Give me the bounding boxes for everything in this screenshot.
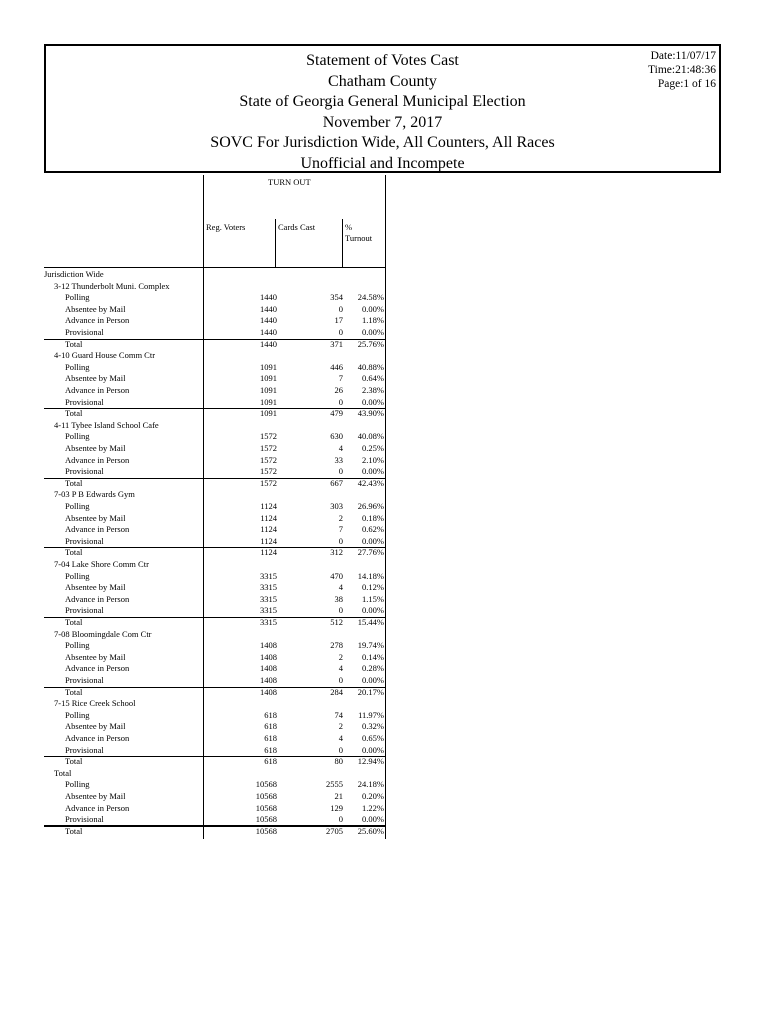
reg-voters-value: 1091 <box>260 408 277 419</box>
total-row-label: Total <box>65 616 83 627</box>
cards-cast-value: 284 <box>330 686 343 697</box>
reg-voters-value: 1124 <box>260 524 277 535</box>
turnout-percent-value: 1.22% <box>362 802 384 813</box>
turnout-percent-value: 0.00% <box>362 326 384 337</box>
turnout-percent-value: 2.38% <box>362 384 384 395</box>
reg-voters-value: 10568 <box>255 790 277 801</box>
cards-cast-value: 21 <box>334 790 343 801</box>
report-scope: SOVC For Jurisdiction Wide, All Counters, All Races <box>210 134 555 151</box>
election-date: November 7, 2017 <box>322 113 443 131</box>
report-date: Date:11/07/17 <box>650 50 716 62</box>
reg-voters-value: 618 <box>264 732 277 743</box>
counter-label: Absentee by Mail <box>65 373 126 384</box>
counter-label: Advance in Person <box>65 384 130 395</box>
turnout-percent-value: 15.44% <box>357 616 384 627</box>
column-divider <box>275 219 276 267</box>
cards-cast-value: 129 <box>330 802 343 813</box>
reg-voters-value: 1091 <box>260 396 277 407</box>
counter-label: Provisional <box>65 674 104 685</box>
reg-voters-value: 1091 <box>260 384 277 395</box>
cards-cast-value: 0 <box>338 674 343 685</box>
counter-label: Advance in Person <box>65 732 130 743</box>
report-title: Statement of Votes Cast <box>306 52 459 69</box>
total-row-label: Total <box>65 825 83 836</box>
turnout-percent-value: 42.43% <box>357 477 384 488</box>
counter-label: Polling <box>65 431 90 442</box>
turnout-percent-value: 20.17% <box>357 686 384 697</box>
cards-cast-value: 4 <box>338 442 343 453</box>
reg-voters-value: 618 <box>264 756 277 767</box>
cards-cast-value: 2555 <box>326 779 343 790</box>
cards-cast-value: 278 <box>330 640 343 651</box>
reg-voters-value: 1572 <box>260 477 277 488</box>
cards-cast-value: 371 <box>330 338 343 349</box>
election-name: State of Georgia General Municipal Election <box>239 93 526 110</box>
section-heading: TURN OUT <box>268 177 311 187</box>
report-time: Time:21:48:36 <box>648 64 716 76</box>
turnout-percent-value: 2.10% <box>362 454 384 465</box>
cards-cast-value: 0 <box>338 396 343 407</box>
col-header-reg-voters: Reg. Voters <box>206 222 246 232</box>
column-divider <box>342 219 343 267</box>
header-rule <box>44 267 386 268</box>
turnout-percent-value: 0.00% <box>362 535 384 546</box>
cards-cast-value: 0 <box>338 535 343 546</box>
turnout-percent-value: 0.00% <box>362 814 384 825</box>
reg-voters-value: 10568 <box>255 825 277 836</box>
reg-voters-value: 1124 <box>260 547 277 558</box>
cards-cast-value: 2705 <box>326 825 343 836</box>
turnout-percent-value: 0.00% <box>362 303 384 314</box>
reg-voters-value: 618 <box>264 721 277 732</box>
cards-cast-value: 312 <box>330 547 343 558</box>
counter-label: Advance in Person <box>65 454 130 465</box>
precinct-name: 4-11 Tybee Island School Cafe <box>54 419 159 430</box>
report-header <box>44 44 721 173</box>
cards-cast-value: 0 <box>338 814 343 825</box>
turnout-percent-value: 0.25% <box>362 442 384 453</box>
cards-cast-value: 0 <box>338 744 343 755</box>
turnout-percent-value: 24.58% <box>357 292 384 303</box>
report-title-block <box>46 51 719 174</box>
cards-cast-value: 303 <box>330 500 343 511</box>
counter-label: Advance in Person <box>65 802 130 813</box>
counter-label: Provisional <box>65 396 104 407</box>
reg-voters-value: 1124 <box>260 535 277 546</box>
cards-cast-value: 667 <box>330 477 343 488</box>
report-meta <box>648 49 716 91</box>
reg-voters-value: 618 <box>264 709 277 720</box>
reg-voters-value: 1124 <box>260 512 277 523</box>
turnout-percent-value: 1.18% <box>362 315 384 326</box>
reg-voters-value: 3315 <box>260 582 277 593</box>
reg-voters-value: 10568 <box>255 779 277 790</box>
turnout-percent-value: 0.18% <box>362 512 384 523</box>
col-header-turnout: Turnout <box>345 233 373 243</box>
cards-cast-value: 470 <box>330 570 343 581</box>
counter-label: Polling <box>65 361 90 372</box>
page-number: Page:1 of 16 <box>657 78 716 90</box>
grand-total-double-rule <box>44 825 385 826</box>
cards-cast-value: 4 <box>338 732 343 743</box>
precinct-name: 7-15 Rice Creek School <box>54 698 136 709</box>
turnout-percent-value: 24.18% <box>357 779 384 790</box>
reg-voters-value: 1408 <box>260 640 277 651</box>
counter-label: Polling <box>65 779 90 790</box>
turnout-percent-value: 0.28% <box>362 663 384 674</box>
counter-label: Absentee by Mail <box>65 582 126 593</box>
counter-label: Absentee by Mail <box>65 651 126 662</box>
report-status: Unofficial and Incompete <box>300 154 465 172</box>
reg-voters-value: 1408 <box>260 651 277 662</box>
reg-voters-value: 1572 <box>260 454 277 465</box>
counter-label: Advance in Person <box>65 593 130 604</box>
turnout-percent-value: 14.18% <box>357 570 384 581</box>
counter-label: Polling <box>65 500 90 511</box>
counter-label: Absentee by Mail <box>65 721 126 732</box>
turnout-percent-value: 0.62% <box>362 524 384 535</box>
cards-cast-value: 479 <box>330 408 343 419</box>
reg-voters-value: 1408 <box>260 663 277 674</box>
col-header-cards-cast: Cards Cast <box>278 222 316 232</box>
turnout-percent-value: 40.08% <box>357 431 384 442</box>
reg-voters-value: 1440 <box>260 315 277 326</box>
column-divider <box>203 175 204 839</box>
total-row-label: Total <box>65 756 83 767</box>
turnout-percent-value: 26.96% <box>357 500 384 511</box>
grand-total-heading: Total <box>54 767 72 778</box>
precinct-name: 7-04 Lake Shore Comm Ctr <box>54 558 149 569</box>
turnout-table <box>44 175 386 839</box>
cards-cast-value: 0 <box>338 326 343 337</box>
total-row-label: Total <box>65 477 83 488</box>
reg-voters-value: 1408 <box>260 674 277 685</box>
counter-label: Polling <box>65 292 90 303</box>
jurisdiction-label: Jurisdiction Wide <box>44 269 104 279</box>
cards-cast-value: 7 <box>338 373 343 384</box>
cards-cast-value: 0 <box>338 466 343 477</box>
turnout-percent-value: 27.76% <box>357 547 384 558</box>
counter-label: Provisional <box>65 466 104 477</box>
turnout-percent-value: 40.88% <box>357 361 384 372</box>
counter-label: Advance in Person <box>65 524 130 535</box>
reg-voters-value: 1440 <box>260 326 277 337</box>
reg-voters-value: 1572 <box>260 466 277 477</box>
turnout-percent-value: 0.14% <box>362 651 384 662</box>
counter-label: Polling <box>65 640 90 651</box>
counter-label: Polling <box>65 709 90 720</box>
turnout-percent-value: 19.74% <box>357 640 384 651</box>
cards-cast-value: 0 <box>338 605 343 616</box>
precinct-name: 7-03 P B Edwards Gym <box>54 489 135 500</box>
counter-label: Advance in Person <box>65 315 130 326</box>
counter-label: Absentee by Mail <box>65 512 126 523</box>
turnout-percent-value: 0.32% <box>362 721 384 732</box>
cards-cast-value: 2 <box>338 512 343 523</box>
col-header-percent: % <box>345 222 353 232</box>
counter-label: Provisional <box>65 605 104 616</box>
turnout-percent-value: 0.00% <box>362 396 384 407</box>
turnout-percent-value: 25.60% <box>357 825 384 836</box>
precinct-name: 4-10 Guard House Comm Ctr <box>54 350 156 361</box>
total-row-label: Total <box>65 408 83 419</box>
reg-voters-value: 3315 <box>260 593 277 604</box>
turnout-percent-value: 25.76% <box>357 338 384 349</box>
cards-cast-value: 7 <box>338 524 343 535</box>
turnout-percent-value: 0.20% <box>362 790 384 801</box>
reg-voters-value: 1408 <box>260 686 277 697</box>
turnout-percent-value: 12.94% <box>357 756 384 767</box>
cards-cast-value: 2 <box>338 721 343 732</box>
counter-label: Provisional <box>65 535 104 546</box>
counter-label: Advance in Person <box>65 663 130 674</box>
turnout-percent-value: 0.64% <box>362 373 384 384</box>
counter-label: Provisional <box>65 326 104 337</box>
turnout-percent-value: 0.00% <box>362 744 384 755</box>
total-row-label: Total <box>65 338 83 349</box>
cards-cast-value: 33 <box>334 454 343 465</box>
cards-cast-value: 446 <box>330 361 343 372</box>
cards-cast-value: 2 <box>338 651 343 662</box>
cards-cast-value: 4 <box>338 582 343 593</box>
cards-cast-value: 4 <box>338 663 343 674</box>
turnout-percent-value: 0.12% <box>362 582 384 593</box>
precinct-name: 3-12 Thunderbolt Muni. Complex <box>54 280 170 291</box>
cards-cast-value: 512 <box>330 616 343 627</box>
turnout-percent-value: 43.90% <box>357 408 384 419</box>
reg-voters-value: 1091 <box>260 361 277 372</box>
reg-voters-value: 1572 <box>260 442 277 453</box>
counter-label: Provisional <box>65 744 104 755</box>
cards-cast-value: 0 <box>338 303 343 314</box>
reg-voters-value: 1124 <box>260 500 277 511</box>
turnout-percent-value: 11.97% <box>358 709 384 720</box>
reg-voters-value: 10568 <box>255 814 277 825</box>
counter-label: Absentee by Mail <box>65 442 126 453</box>
cards-cast-value: 38 <box>334 593 343 604</box>
county-name: Chatham County <box>328 72 437 90</box>
counter-label: Polling <box>65 570 90 581</box>
counter-label: Absentee by Mail <box>65 790 126 801</box>
reg-voters-value: 3315 <box>260 605 277 616</box>
turnout-percent-value: 0.00% <box>362 605 384 616</box>
reg-voters-value: 1091 <box>260 373 277 384</box>
cards-cast-value: 354 <box>330 292 343 303</box>
reg-voters-value: 618 <box>264 744 277 755</box>
reg-voters-value: 10568 <box>255 802 277 813</box>
precinct-name: 7-08 Bloomingdale Com Ctr <box>54 628 152 639</box>
counter-label: Absentee by Mail <box>65 303 126 314</box>
column-divider <box>385 175 386 839</box>
turnout-percent-value: 0.00% <box>362 674 384 685</box>
total-row-label: Total <box>65 686 83 697</box>
cards-cast-value: 26 <box>334 384 343 395</box>
counter-label: Provisional <box>65 814 104 825</box>
turnout-percent-value: 1.15% <box>362 593 384 604</box>
total-row-label: Total <box>65 547 83 558</box>
cards-cast-value: 74 <box>334 709 343 720</box>
reg-voters-value: 1572 <box>260 431 277 442</box>
cards-cast-value: 80 <box>334 756 343 767</box>
reg-voters-value: 3315 <box>260 616 277 627</box>
cards-cast-value: 17 <box>334 315 343 326</box>
reg-voters-value: 1440 <box>260 338 277 349</box>
reg-voters-value: 1440 <box>260 303 277 314</box>
reg-voters-value: 3315 <box>260 570 277 581</box>
turnout-percent-value: 0.00% <box>362 466 384 477</box>
turnout-percent-value: 0.65% <box>362 732 384 743</box>
cards-cast-value: 630 <box>330 431 343 442</box>
reg-voters-value: 1440 <box>260 292 277 303</box>
